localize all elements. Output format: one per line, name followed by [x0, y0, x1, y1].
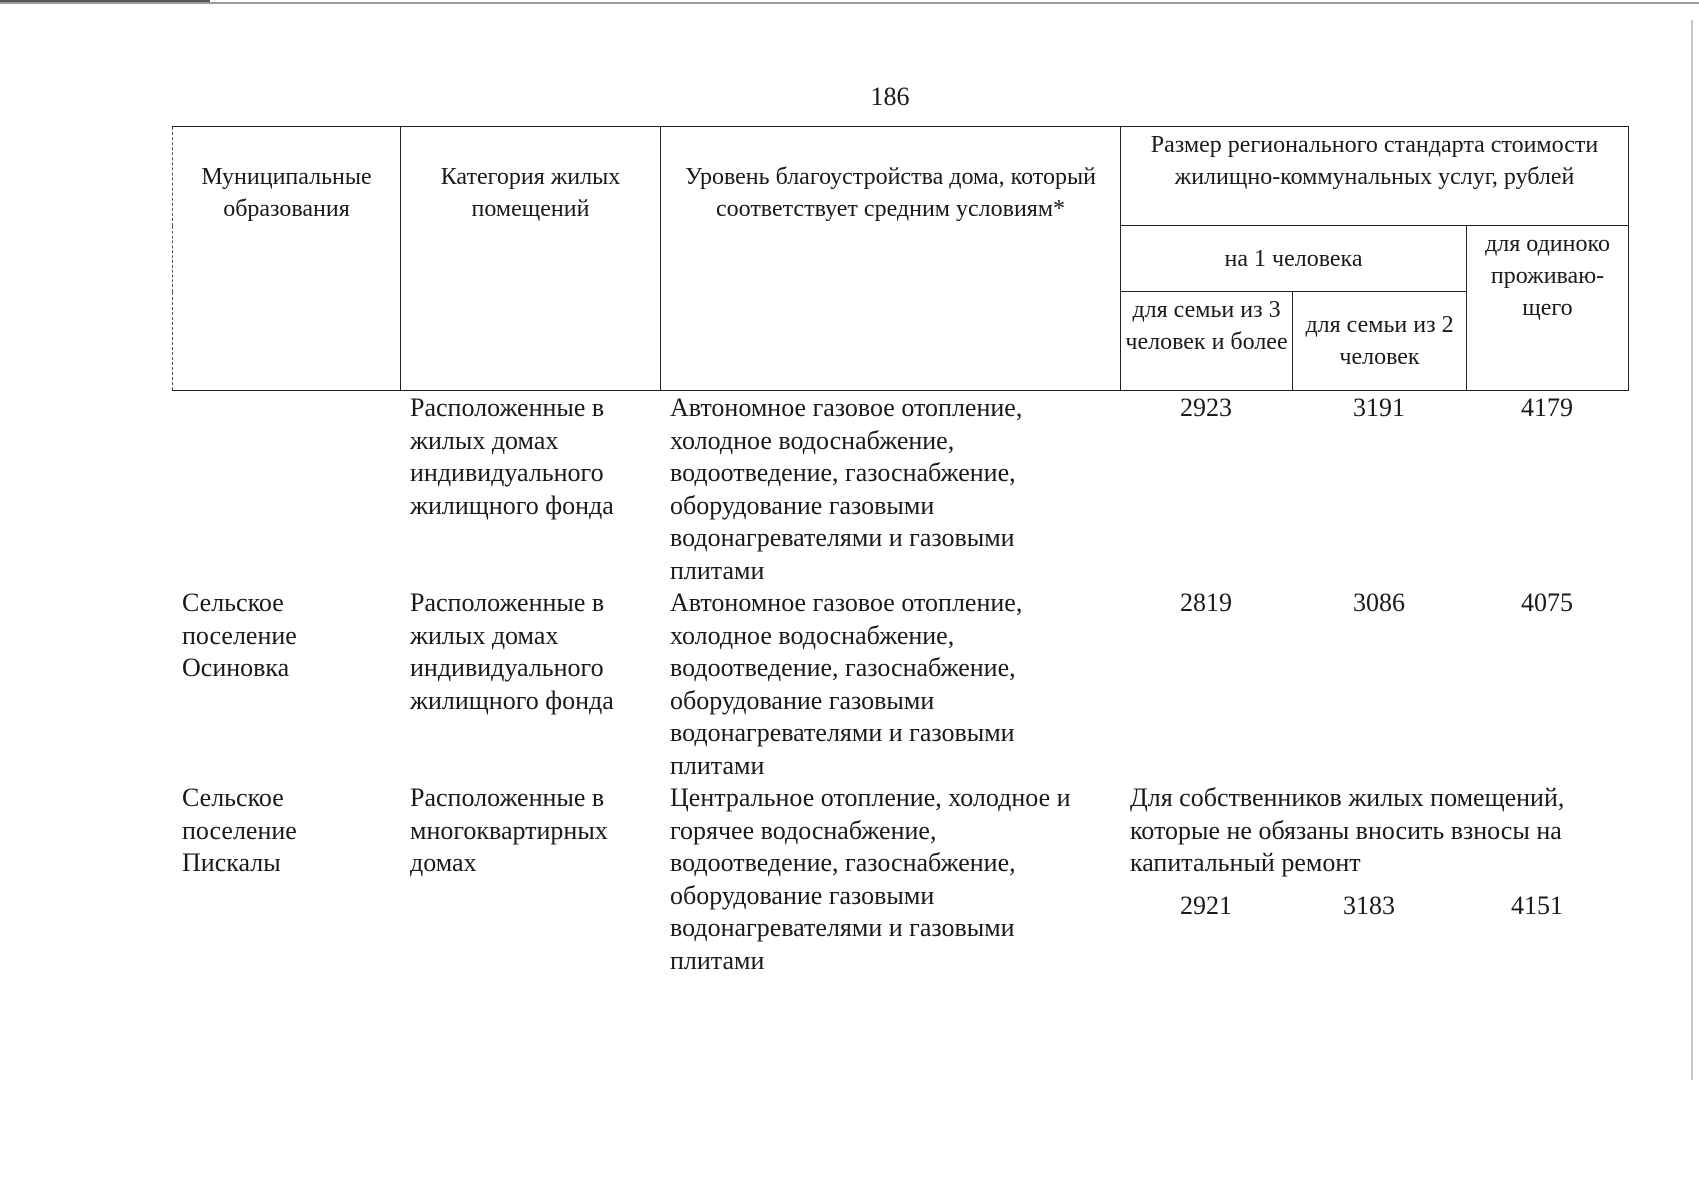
table-row: [172, 392, 1628, 587]
scan-edge-mark: [0, 0, 210, 2]
header-standard: Размер регионального стандарта стоимости жилищно-коммунальных услуг, рублей: [1121, 127, 1629, 226]
cell-family3: 2923: [1180, 393, 1232, 422]
cell-single: 4179: [1521, 393, 1573, 422]
cell-municipality: Сельское поселение Осиновка: [182, 588, 297, 682]
table-header: [172, 126, 1629, 391]
table-body: [172, 392, 1628, 977]
header-municipal: Муниципальные образования: [173, 127, 401, 391]
cell-municipality: Сельское поселение Пискалы: [182, 783, 297, 877]
cell-family3: 2819: [1180, 588, 1232, 617]
cell-level: Автономное газовое отопление, холодное водоснабжение, водоотведение, газоснабжение, оборудование газовыми водонагревателями и газовыми плитами: [670, 393, 1023, 585]
cell-category: Расположенные в многоквартирных домах: [410, 783, 608, 877]
cell-single: 4151: [1511, 890, 1563, 920]
cell-category: Расположенные в жилых домах индивидуального жилищного фонда: [410, 393, 614, 520]
header-single: для одиноко проживаю-щего: [1467, 226, 1629, 391]
cell-family2: 3191: [1353, 393, 1405, 422]
cell-level: Центральное отопление, холодное и горячее водоснабжение, водоотведение, газоснабжение, оборудование газовыми водонагревателями и газовыми плитами: [670, 783, 1071, 975]
header-per-person: на 1 человека: [1121, 226, 1467, 292]
scan-edge-top: [0, 2, 1699, 4]
header-level: Уровень благоустройства дома, который соответствует средним условиям*: [661, 127, 1121, 391]
table-row: [172, 782, 1628, 977]
header-category: Категория жилых помещений: [401, 127, 661, 391]
cell-note-group: [1120, 782, 1628, 977]
table-row: [172, 587, 1628, 782]
cell-family2: 3086: [1353, 588, 1405, 617]
cell-note: Для собственников жилых помещений, которые не обязаны вносить взносы на капитальный ремонт: [1130, 783, 1565, 877]
header-family2: для семьи из 2 человек: [1293, 292, 1467, 391]
cell-family3: 2921: [1180, 890, 1232, 920]
cell-single: 4075: [1521, 588, 1573, 617]
cell-family2: 3183: [1343, 890, 1395, 920]
cell-municipality: [172, 392, 400, 587]
cell-category: Расположенные в жилых домах индивидуального жилищного фонда: [410, 588, 614, 715]
cell-level: Автономное газовое отопление, холодное водоснабжение, водоотведение, газоснабжение, оборудование газовыми водонагревателями и газовыми плитами: [670, 588, 1023, 780]
note-values: [1130, 890, 1618, 923]
scan-edge-right: [1691, 20, 1693, 1080]
page-number: 186: [870, 82, 910, 111]
header-family3: для семьи из 3 человек и более: [1121, 292, 1293, 391]
